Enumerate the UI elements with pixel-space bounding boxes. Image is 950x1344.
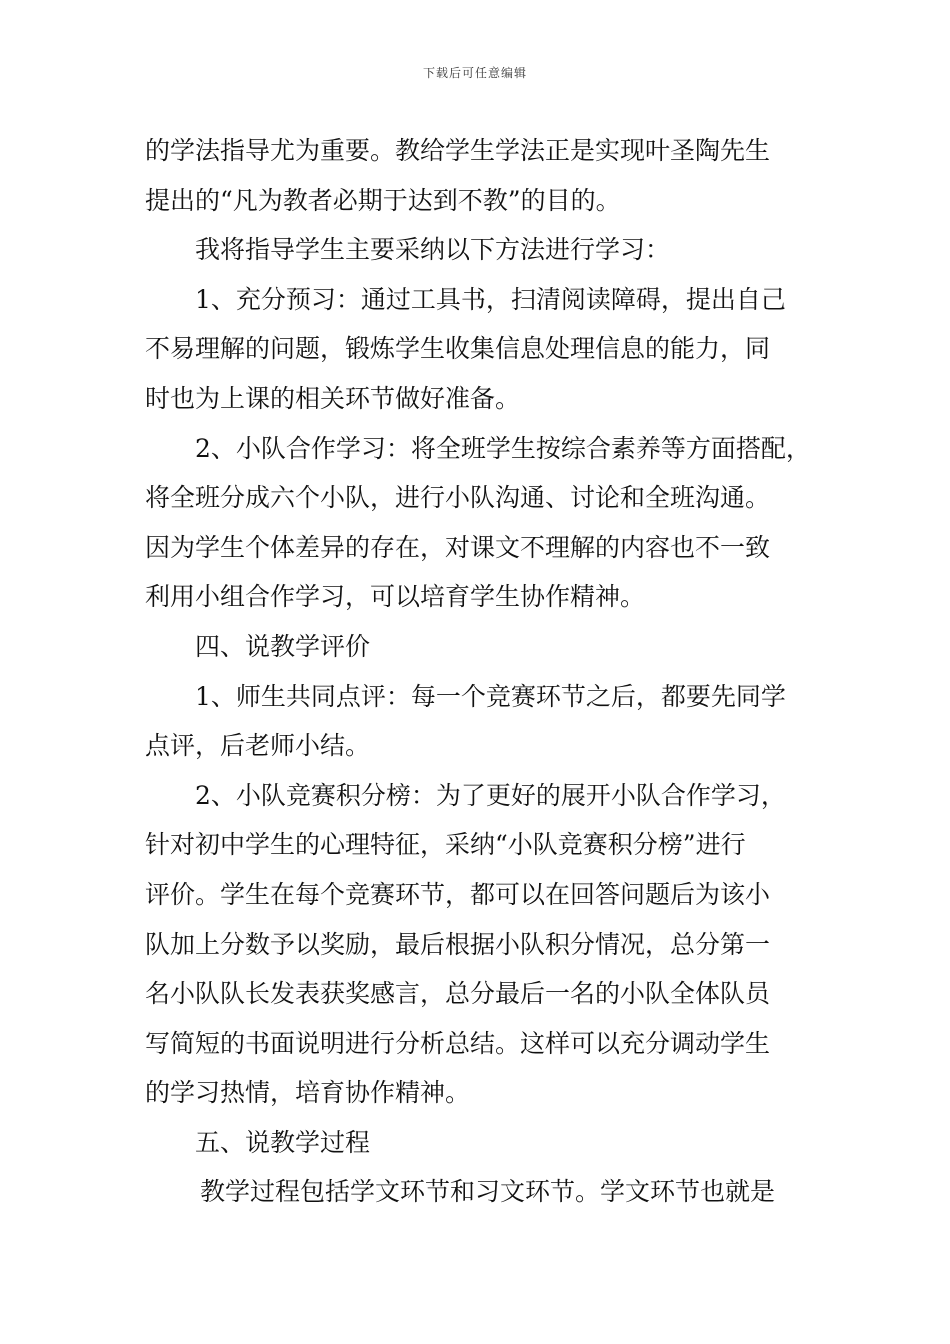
text-line: 将全班分成六个小队，进行小队沟通、讨论和全班沟通。	[145, 483, 771, 513]
text-line: 提出的“凡为教者必期于达到不教”的目的。	[145, 185, 621, 215]
text-line: 时也为上课的相关环节做好准备。	[145, 383, 521, 413]
page-header: 下载后可任意编辑	[422, 66, 527, 80]
text-line: 利用小组合作学习，可以培育学生协作精神。	[145, 582, 646, 612]
text-line: 不易理解的问题，锻炼学生收集信息处理信息的能力，同	[145, 334, 771, 364]
text-line: 名小队队长发表获奖感言，总分最后一名的小队全体队员	[145, 979, 771, 1009]
text-line: 因为学生个体差异的存在，对课文不理解的内容也不一致	[145, 532, 771, 562]
document-body	[145, 126, 810, 1217]
text-line: 评价。学生在每个竞赛环节，都可以在回答问题后为该小	[145, 879, 771, 909]
text-line: 点评，后老师小结。	[145, 731, 371, 761]
text-line: 五、说教学过程	[195, 1127, 371, 1157]
text-line: 2、小队竞赛积分榜：为了更好的展开小队合作学习，	[195, 780, 786, 810]
text-line: 我将指导学生主要采纳以下方法进行学习：	[195, 235, 671, 265]
text-line: 1、师生共同点评：每一个竞赛环节之后，都要先同学	[195, 681, 786, 711]
text-line: 写简短的书面说明进行分析总结。这样可以充分调动学生	[145, 1028, 771, 1058]
text-line: 的学法指导尤为重要。教给学生学法正是实现叶圣陶先生	[145, 136, 771, 165]
text-line: 的学习热情，培育协作精神。	[145, 1078, 471, 1108]
text-line: 队加上分数予以奖励，最后根据小队积分情况，总分第一	[145, 929, 771, 959]
text-line: 1、充分预习：通过工具书，扫清阅读障碍，提出自己	[195, 284, 786, 314]
text-line: 教学过程包括学文环节和习文环节。学文环节也就是	[200, 1177, 776, 1207]
text-line: 针对初中学生的心理特征，采纳“小队竞赛积分榜”进行	[145, 830, 746, 860]
text-line: 四、说教学评价	[195, 631, 371, 661]
text-line: 2、小队合作学习：将全班学生按综合素养等方面搭配，	[195, 433, 811, 463]
